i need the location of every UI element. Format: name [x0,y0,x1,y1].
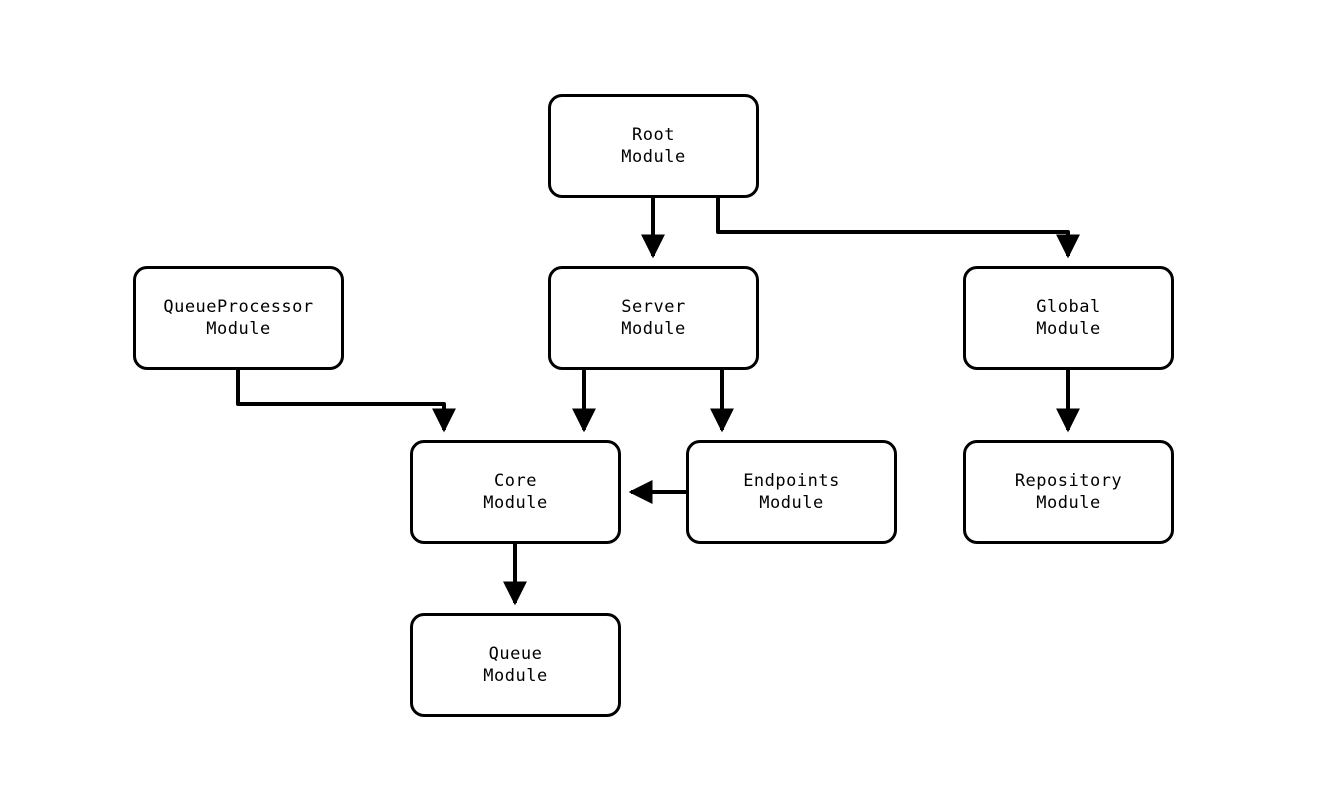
node-label-line1: QueueProcessor [163,297,314,317]
node-label-line2: Module [1036,319,1101,339]
node-label-line2: Module [621,147,686,167]
node-label-line1: Endpoints [743,471,840,491]
node-label-line2: Module [206,319,271,339]
node-queueprocessor-module[interactable] [133,266,344,370]
node-label-line1: Server [621,297,686,317]
node-label-line2: Module [621,319,686,339]
node-label-line1: Root [632,125,675,145]
node-endpoints-module[interactable] [686,440,897,544]
edge-queueprocessor-to-core [238,370,444,430]
node-server-module[interactable] [548,266,759,370]
node-label-line2: Module [1036,493,1101,513]
node-label-line2: Module [483,666,548,686]
node-label-line1: Repository [1014,471,1123,491]
node-label-line1: Queue [488,644,543,664]
edge-root-to-global [718,198,1068,256]
node-root-module[interactable] [548,94,759,198]
node-core-module[interactable] [410,440,621,544]
node-label-line2: Module [483,493,548,513]
node-repository-module[interactable] [963,440,1174,544]
node-queue-module[interactable] [410,613,621,717]
node-global-module[interactable] [963,266,1174,370]
node-label-line2: Module [759,493,824,513]
node-label-line1: Global [1036,297,1101,317]
node-label-line1: Core [494,471,537,491]
